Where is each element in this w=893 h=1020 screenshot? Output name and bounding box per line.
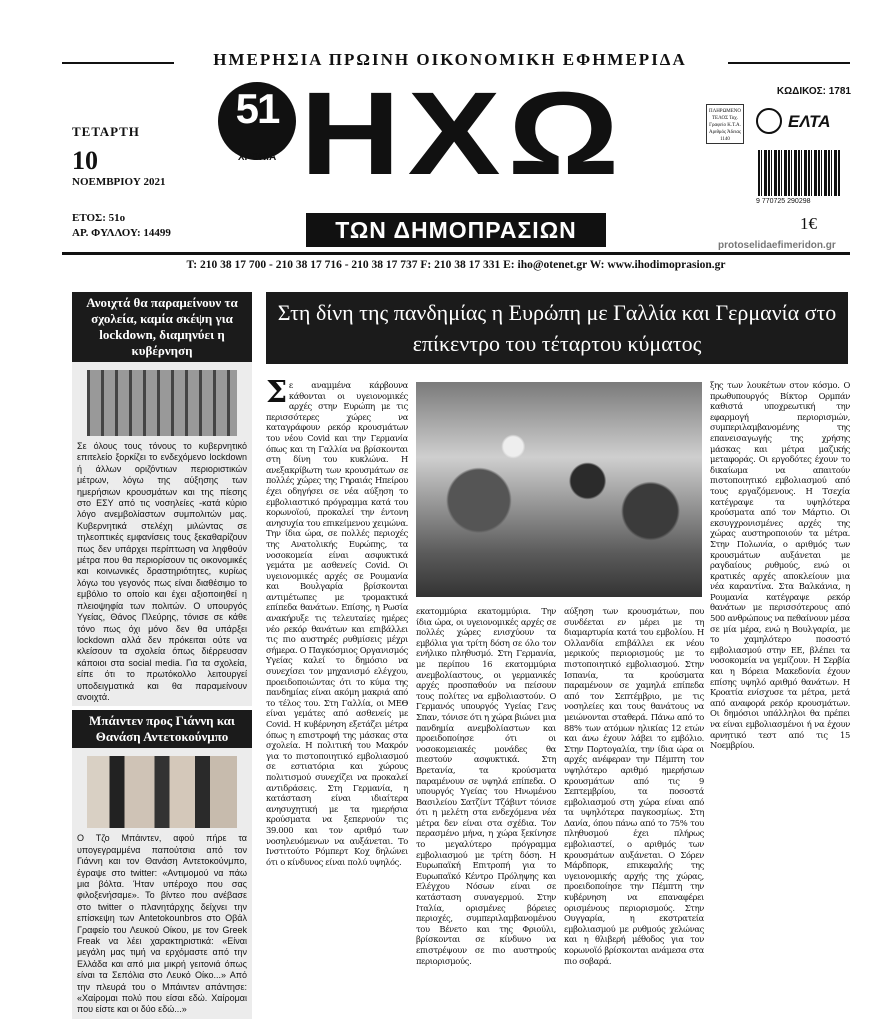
biden-antetokounmpo-photo bbox=[87, 756, 237, 828]
sidebar-story2 bbox=[72, 748, 252, 1019]
barcode-icon bbox=[758, 150, 840, 196]
tagline-rule-right bbox=[728, 62, 850, 64]
article-column-3 bbox=[564, 606, 704, 980]
postage-stamp: ΠΛΗΡΩΜΕΝΟ ΤΕΛΟΣ Ταχ. Γραφείο Κ.Τ.Α. Αριθμός Άδειας 1140 bbox=[706, 104, 744, 144]
price: 1€ bbox=[800, 214, 817, 233]
article-column-4 bbox=[710, 380, 850, 980]
article-col4-text: ξης των λουκέτων στον κόσμο. Ο πρωθυπουργός Βίκτορ Ορμπάν καθιστά υποχρεωτική την εφαρμογή περιορισμών, συμπεριλαμβανομένης της επανεισαγωγής της χρήσης μάσκας και μέτρα μαζικής μεταφοράς. Οι εργοδότες έχουν το δικαίωμα να απαιτούν πιστοποιητικό εμβολιασμού από τους εργαζόμενους. Η Τσεχία κατέγραψε τα υψηλότερα κρούσματα από τον Μάρτιο. Οι εκσυγχρονισμένες αρχές της χώρας αυστηροποιούν τα μέτρα. Στην Πολωνία, ο αριθμός των κρουσμάτων αυξάνεται με ραγδαίους ρυθμούς, ενώ οι κρατικές αρχές αποκλείουν μια νέα καραντίνα. Στα Βαλκάνια, η Ρουμανία κατέγραψε ρεκόρ θανάτων με περισσότερους από 500 ανθρώπους να πεθαίνουν μέσα σε μία μέρα, ενώ η Βουλγαρία, με το χαμηλότερο ποσοστό εμβολιασμού στην ΕΕ, βλέπει τα νοσοκομεία να γεμίζουν. Η Σερβία και η Βόρεια Μακεδονία έχουν επίσης υψηλό αριθμό θανάτων. Η Κροατία ενίσχυσε τα μέτρα, μετά από αναφορά ρεκόρ κρουσμάτων. Οι δημόσιοι υπάλληλοι θα πρέπει να είναι εμβολιασμένοι ή να έχουν αρνητικό τεστ από τις 15 Νοεμβρίου. bbox=[710, 380, 850, 751]
article-column-1 bbox=[266, 380, 408, 980]
crowd-photo bbox=[416, 382, 702, 597]
issue-number: ΑΡ. ΦΥΛΛΟΥ: 14499 bbox=[72, 227, 171, 239]
article-col2-text: εκατομμύρια εκατομμύρια. Την ίδια ώρα, οι υγειονομικές αρχές σε πολλές χώρες ενισχύουν τα εμβόλια για τρίτη δόση σε όλο τον ενήλικο πληθυσμό. Στη Γερμανία, με περίπου 16 εκατομμύρια ανεμβολίαστους, οι γερμανικές αρχές προσπαθούν να πείσουν τους πολίτες να εμβολιαστούν. Ο Γερμανός υπουργός Υγείας Γενς Σπαν, τόνισε ότι η χώρα βιώνει μια πανδημία ανεμβολίαστων και προειδοποίησε ότι οι νοσοκομειακές μονάδες θα πιεστούν ασφυκτικά. Στη Βρετανία, τα κρούσματα παραμένουν σε υψηλά επίπεδα. Ο υπουργός Υγείας του Ηνωμένου Βασιλείου Σατζίντ Τζάβιντ τόνισε ότι η μελέτη στα ενδεχόμενα νέα μέτρα δεν είναι στα σχέδια. Τον περασμένο μήνα, η χώρα ξεκίνησε το μεγαλύτερο πρόγραμμα εμβολιασμού με τρίτη δόση. Η Ευρωπαϊκή Επιτροπή για το Ευρωπαϊκό Κέντρο Πρόληψης και Ελέγχου Νόσων είναι σε κατάσταση συναγερμού. Στην Ιταλία, ορισμένες βόρειες περιοχές, συμπεριλαμβανομένου του Βένετο και της Φριούλι, βρίσκονται σε κίνδυνο να επιστρέψουν σε πιο αυστηρούς περιορισμούς. bbox=[416, 606, 556, 966]
source-watermark: protoselidaefimeridon.gr bbox=[718, 240, 836, 251]
barcode-number: 9 770725 290298 bbox=[756, 198, 811, 205]
sidebar-story1-body: Σε όλους τους τόνους το κυβερνητικό επιτελείο ξορκίζει το ενδεχόμενο lockdown ή άλλων οριζόντιων περιοριστικών μέτρων, λόγω της αύξησης των ημερήσιων κρουσμάτων και της πίεσης στο ΕΣΥ από τις νοσηλείες -κατά κύριο λόγο ανεμβολίαστων συμπολιτών μας. Κυβερνητικά στελέχη μιλώντας σε τηλεοπτικές εμφανίσεις τους ξεκαθαρίζουν πως δεν υπάρχει περίπτωση να ληφθούν μέτρα που θα περιορίσουν τις οικονομικές και κοινωνικές δραστηριότητες, κυρίως λόγω του γεγονός πως είναι διαθέσιμο το εμβόλιο το οποίο και έχει αξιοποιηθεί η πλειοψηφία των πολιτών. Ο υπουργός Υγείας, Θάνος Πλεύρης, τόνισε σε κάθε τόνο πως όχι μόνο δεν θα υπάρξει lockdown αλλά δεν πρόκειται ούτε να κλείσουν τα σχολεία όπως διέρρευσαν κάποιοι στα social media. Για τα σχολεία, είπε ότι το πρωτόκολλο λειτουργεί υποδειγματικά και θα παραμείνουν ανοιχτά. bbox=[77, 441, 247, 702]
product-code: ΚΩΔΙΚΟΣ: 1781 bbox=[776, 86, 851, 97]
sidebar-story1 bbox=[72, 362, 252, 706]
tagline-rule-left bbox=[62, 62, 174, 64]
masthead bbox=[0, 68, 893, 251]
anniversary-badge bbox=[218, 82, 296, 160]
article-column-2 bbox=[416, 606, 556, 980]
issue-date-month: ΝΟΕΜΒΡΙΟΥ 2021 bbox=[72, 176, 166, 188]
lead-headline: Στη δίνη της πανδημίας η Ευρώπη με Γαλλία και Γερμανία στο επίκεντρο του τέταρτου κύματος bbox=[266, 292, 848, 364]
issue-year: ΕΤΟΣ: 51ο bbox=[72, 212, 126, 224]
issue-date-number: 10 bbox=[72, 146, 98, 175]
elta-wordmark: ΕΛΤΑ bbox=[788, 112, 831, 131]
dropcap: Σ bbox=[266, 380, 287, 410]
anniversary-label: ΧΡΟΝΙΑ bbox=[237, 152, 277, 163]
article-col3-text: αύξηση των κρουσμάτων, που συνδέεται εν μέρει με τη διαμαρτυρία κατά του εμβολίου. Η Ολλανδία επιβάλλει εκ νέου μερικούς περιορισμούς με το πιστοποιητικό εμβολιασμού. Στην Ισπανία, τα κρούσματα παραμένουν σε χαμηλά επίπεδα από τον Σεπτέμβριο, με τις νοσηλείες και τους θανάτους να μειώνονται σταθερά. Πάνω από το 88% των ατόμων ηλικίας 12 ετών και άνω έχουν λάβει το εμβόλιο. Στην Πορτογαλία, την ίδια ώρα οι αρχές ανέφεραν την Πέμπτη τον υψηλότερο αριθμό ημερήσιων κρουσμάτων από τις 9 Σεπτεμβρίου, τα ποσοστά εμβολιασμού στη χώρα είναι από τα υψηλότερα παγκοσμίως. Στη Δανία, όπου πάνω από το 75% του πληθυσμού έχει πλήρως εμβολιαστεί, ο αριθμός των κρουσμάτων αυξάνεται. Ο Σόρεν Μάρδπορκ, επικεφαλής της υγειονομικής αρχής της χώρας, προειδοποίησε την Πέμπτη την κυβέρνηση να επαναφέρει ορισμένους περιορισμούς. Στην Ουγγαρία, η εκστρατεία εμβολιασμού με ρυθμούς χελώνας και η θλιβερή μέθοδος για τον κορωνοϊό βρίσκονται ανάμεσα στα πιο σοβαρά. bbox=[564, 606, 704, 966]
sidebar-story2-headline: Μπάιντεν προς Γιάννη και Θανάση Αντετοκούνμπο bbox=[72, 710, 252, 748]
contact-bar: T: 210 38 17 700 - 210 38 17 716 - 210 38 17 737 F: 210 38 17 331 E: iho@otenet.gr W: www.ihodimoprasion.gr bbox=[62, 252, 850, 271]
elta-seal-icon bbox=[756, 108, 782, 134]
school-photo bbox=[87, 370, 237, 436]
tagline: ΗΜΕΡΗΣΙΑ ΠΡΩΙΝΗ ΟΙΚΟΝΟΜΙΚΗ ΕΦΗΜΕΡΙΔΑ bbox=[213, 50, 687, 69]
sidebar bbox=[72, 292, 252, 1019]
issue-day: ΤΕΤΑΡΤΗ bbox=[72, 124, 140, 139]
anniversary-number: 51 bbox=[235, 85, 279, 132]
newspaper-subtitle: ΤΩΝ ΔΗΜΟΠΡΑΣΙΩΝ bbox=[306, 213, 606, 247]
newspaper-logo: ΗΧΩ bbox=[300, 68, 627, 200]
sidebar-story1-headline: Ανοιχτά θα παραμείνουν τα σχολεία, καμία σκέψη για lockdown, διαμηνύει η κυβέρνηση bbox=[72, 292, 252, 362]
elta-logo bbox=[756, 108, 846, 142]
sidebar-story2-body: Ο Τζο Μπάιντεν, αφού πήρε τα υπογεγραμμένα παπούτσια από τον Γιάννη και τον Θανάση Αντετοκούνμπο, έγραψε στο twitter: «Αντιμομού να πάω μια βόλτα. Ήταν υπέροχο που σας φιλοξενήσαμε». Το βίντεο που ανέβασε στο twitter ο πλανητάρχης δείχνει την επίσκεψη των Antetokounbros στο Οβάλ Γραφείο του Λευκού Οίκου, με τον Greek Freak να λέει χαρακτηριστικά: «Είναι μεγάλη μας τιμή να ερχόμαστε από την Ελλάδα και από μια μικρή γειτονιά όπως είναι τα Σεπόλια στο Λευκό Οίκο...» Από την πλευρά του ο Μπάιντεν απάντησε: «Χαίρομαι πολύ που είσαι εδώ. Χαίρομαι που είστε και οι δύο εδώ...» bbox=[77, 833, 247, 1015]
article-col1-text: ε αναμμένα κάρβουνα κάθονται οι υγειονομικές αρχές στην Ευρώπη με τις περισσότερες χώρες να καταγράφουν ρεκόρ κρουσμάτων του νέου Covid και την Γερμανία όπως και τη Γαλλία να βρίσκονται στη δίνη του κυκλώνα. Η ανεξακρίβωτη των κρουσμάτων σε πολλές χώρες της Γηραιάς Ηπείρου έχει οδηγήσει σε νέα αύξηση το εμβολιαστικό πρόγραμμα κατά του κορωνοϊού, προκαλεί την έντονη ανησυχία του επικείμενου χειμώνα. Την ίδια ώρα, σε πολλές περιοχές της Ανατολικής Ευρώπης, τα νοσοκομεία είναι ασφυκτικά γεμάτα με ασθενείς Covid. Οι υγειονομικές αρχές σε Ρουμανία και Βουλγαρία βρίσκονται αντιμέτωπες με τρομακτικά επίπεδα θανάτων. Επίσης, η Ρωσία ανακήρυξε τις τελευταίες ημέρες νέο ρεκόρ θανάτων και επιβάλλει τις πιο αυστηρές ρυθμίσεις μέχρι σήμερα. Ο Παγκόσμιος Οργανισμός Υγείας καλεί το δημόσιο να συνεχίσει τον μηχανισμό ελέγχου, προειδοποιώντας ότι το κύμα της πανδημίας είναι ακόμη μακριά από το τέλος του. Στη Γαλλία, οι ΜΕΘ είναι γεμάτες από ασθενείς με Covid. Η κυβέρνηση εξετάζει μέτρα όπως η επιστροφή της μάσκας στα σχολεία. Η πολιτική του Μακρόν για το πιστοποιητικό εμβολιασμού σε εστιατόρια και χώρους πολιτισμού συνεχίζει να προκαλεί αντιδράσεις. Στη Γερμανία, η κατάσταση είναι ιδιαίτερα ανησυχητική με τα ημερήσια κρούσματα να ξεπερνούν τις 39.000 και τον αριθμό των νοσηλευόμενων να αυξάνεται. Το Ινστιτούτο Ρόμπερτ Κοχ δηλώνει ότι ο κίνδυνος είναι πολύ υψηλός. bbox=[266, 380, 408, 867]
